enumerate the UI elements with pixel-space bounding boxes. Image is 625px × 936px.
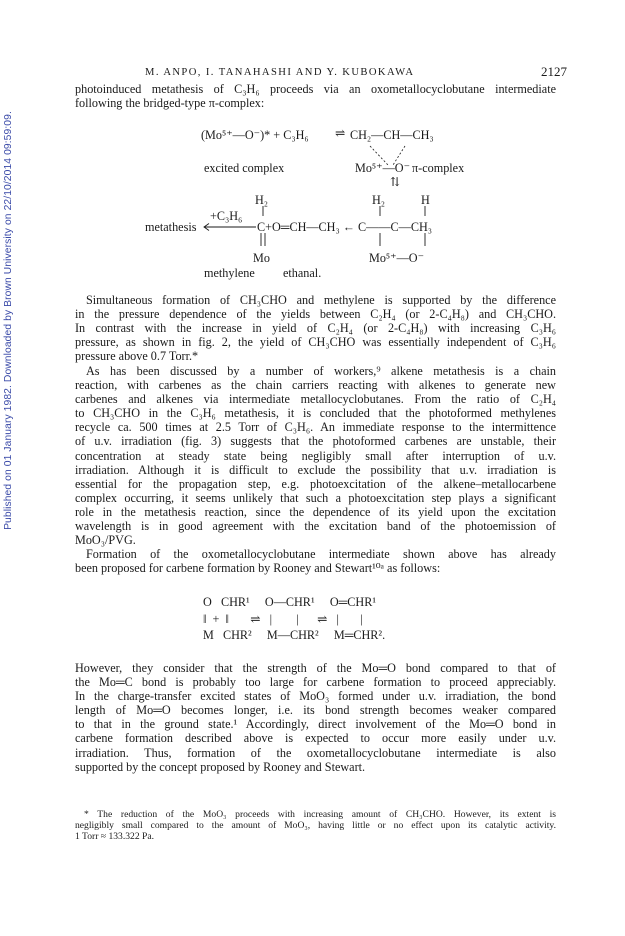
paragraph-3 bbox=[75, 547, 556, 575]
paragraph-line: recycle ca. 500 times at 2.5 Torr of C₃H₆. An immediate response to the intermittence bbox=[75, 420, 556, 435]
scheme1-bond-lines bbox=[0, 0, 625, 300]
scheme2-row3: M CHR² M—CHR² M═CHR². bbox=[203, 628, 386, 642]
scheme1-mo-o-complex: Mo⁵⁺—O⁻ bbox=[355, 161, 411, 175]
paragraph-line: length of Mo═O becomes longer, i.e. its bond strength becomes weaker compared bbox=[75, 703, 556, 718]
paragraph-line: essential for the propagation step, e.g. photoexcitation of the alkene–metallocarbene bbox=[75, 476, 556, 491]
sidebar-note-text: Published on 01 January 1982. Downloaded by Brown University on 22/10/2014 09:59:09. bbox=[2, 110, 14, 530]
scheme2-row1: O CHR¹ O—CHR¹ O═CHR¹ bbox=[203, 595, 376, 609]
paragraph-line: However, they consider that the strength of the Mo═O bond compared to that of bbox=[75, 661, 556, 675]
scheme1-equilibrium-arrow: ⇌ bbox=[335, 126, 346, 140]
intro-line: following the bridged-type π-complex: bbox=[75, 96, 265, 111]
paragraph-line: carbenes and alkenes via intermediate metallocyclobutanes. From the ratio of C₂H₄ bbox=[75, 392, 556, 407]
paragraph-line: In contrast with the increase in yield of C₂H₄ (or 2-C₄H₈) with increasing C₃H₆ bbox=[75, 321, 556, 336]
footnote-line: negligibly small compared to the amount of MoO₃, having little or no effect upon its catalytic activity. bbox=[75, 820, 556, 832]
scheme1-pi-complex: π-complex bbox=[412, 161, 465, 175]
scheme1-mo-left: Mo bbox=[253, 251, 270, 265]
footnote bbox=[75, 809, 556, 843]
scheme1-ethanal: ethanal. bbox=[283, 266, 322, 280]
footnote-line: * The reduction of the MoO₃ proceeds with increasing amount of CH₃CHO. However, its extent is bbox=[84, 809, 556, 820]
paragraph-1 bbox=[75, 293, 556, 363]
scheme1-reagent: +C₃H₆ bbox=[210, 209, 243, 223]
scheme1-row1-right: CH₂—CH—CH₃ bbox=[350, 128, 434, 142]
paragraph-line: of u.v. irradiation (fig. 3) suggests that the photoformed carbenes are unstable, their bbox=[75, 434, 556, 449]
paragraph-4 bbox=[75, 661, 556, 774]
reaction-scheme-1 bbox=[0, 0, 625, 300]
paragraph-2 bbox=[75, 364, 556, 547]
paragraph-line: wavelength is in good agreement with the excitation band of the photoemission of bbox=[75, 519, 556, 534]
running-head: M. ANPO, I. TANAHASHI AND Y. KUBOKAWA bbox=[145, 67, 415, 78]
paragraph-line: role in the metathesis reaction, since the dependence of its yield upon the excitation bbox=[75, 504, 556, 519]
paragraph-line: carbene formation described above is expected to occur more easily under u.v. bbox=[75, 731, 556, 746]
scheme1-h-right: H bbox=[421, 193, 430, 207]
reaction-scheme-2 bbox=[203, 594, 463, 644]
paragraph-line: been proposed for carbene formation by Rooney and Stewart¹⁰ᵃ as follows: bbox=[75, 561, 441, 576]
paragraph-line: concentration at steady state being negligibly small after interruption of u.v. bbox=[75, 448, 556, 463]
scheme1-h2-left: H₂ bbox=[255, 193, 269, 207]
scheme2-row2: ‖ + ‖ ⇌ | | ⇌ | | bbox=[203, 611, 363, 626]
paragraph-line: As has been discussed by a number of workers,⁹ alkene metathesis is a chain bbox=[86, 364, 556, 378]
paragraph-line: in the pressure dependence of the yields between C₂H₄ (or 2-C₄H₈) and CH₃CHO. bbox=[75, 307, 556, 322]
scheme1-methylene: methylene bbox=[204, 266, 255, 280]
intro-line: photoinduced metathesis of C₃H₆ proceeds via an oxometallocyclobutane intermediate bbox=[75, 82, 556, 96]
paragraph-line: reaction, with carbenes as the chain carriers reacting with alkenes to generate new bbox=[75, 378, 556, 393]
paragraph-line: complex occurring, it seems unlikely that such a photoexcitation step plays a significant bbox=[75, 490, 556, 505]
paragraph-line: pressure above 0.7 Torr.* bbox=[75, 349, 199, 364]
paragraph-line: pressure, as shown in fig. 2, the yield of CH₃CHO was essentially independent of C₃H₆ bbox=[75, 335, 556, 350]
scheme1-mo-right: Mo⁵⁺—O⁻ bbox=[369, 251, 425, 265]
paragraph-line: irradiation. Although it is difficult to exclude the possibility that u.v. irradiation is bbox=[75, 462, 556, 477]
paragraph-line: In the charge-transfer excited states of MoO₃ formed under u.v. irradiation, the bond bbox=[75, 689, 556, 704]
scheme1-row1-left: (Mo⁵⁺—O⁻)* + C₃H₆ bbox=[201, 128, 309, 142]
scheme1-middle-row: C+O═CH—CH₃ ← C——C—CH₃ bbox=[257, 220, 433, 234]
footnote-line: 1 Torr ≈ 133.322 Pa. bbox=[75, 831, 155, 843]
paragraph-line: the Mo═C bond is probably too large for carbene formation to proceed appreciably. bbox=[75, 675, 556, 690]
scheme1-h2-right: H₂ bbox=[372, 193, 386, 207]
scheme1-metathesis-label: metathesis bbox=[145, 220, 197, 234]
page-number: 2127 bbox=[541, 64, 567, 79]
paragraph-line: Simultaneous formation of CH₃CHO and methylene is supported by the difference bbox=[86, 293, 556, 307]
paragraph-line: irradiation. Thus, formation of the oxometallocyclobutane intermediate is also bbox=[75, 745, 556, 760]
scheme1-up-down-arrows: ⇅ bbox=[390, 175, 401, 189]
paragraph-line: supported by the concept proposed by Rooney and Stewart. bbox=[75, 759, 366, 774]
paragraph-line: MoO₃/PVG. bbox=[75, 533, 136, 548]
scheme1-excited-complex: excited complex bbox=[204, 161, 285, 175]
paragraph-line: to CH₃CHO in the C₃H₆ metathesis, it is concluded that the photoformed methylenes bbox=[75, 406, 556, 421]
paragraph-line: Formation of the oxometallocyclobutane intermediate shown above has already bbox=[86, 547, 556, 561]
paragraph-line: to that in the ground state.¹ Accordingly, direct involvement of the Mo═O bond in bbox=[75, 717, 556, 732]
